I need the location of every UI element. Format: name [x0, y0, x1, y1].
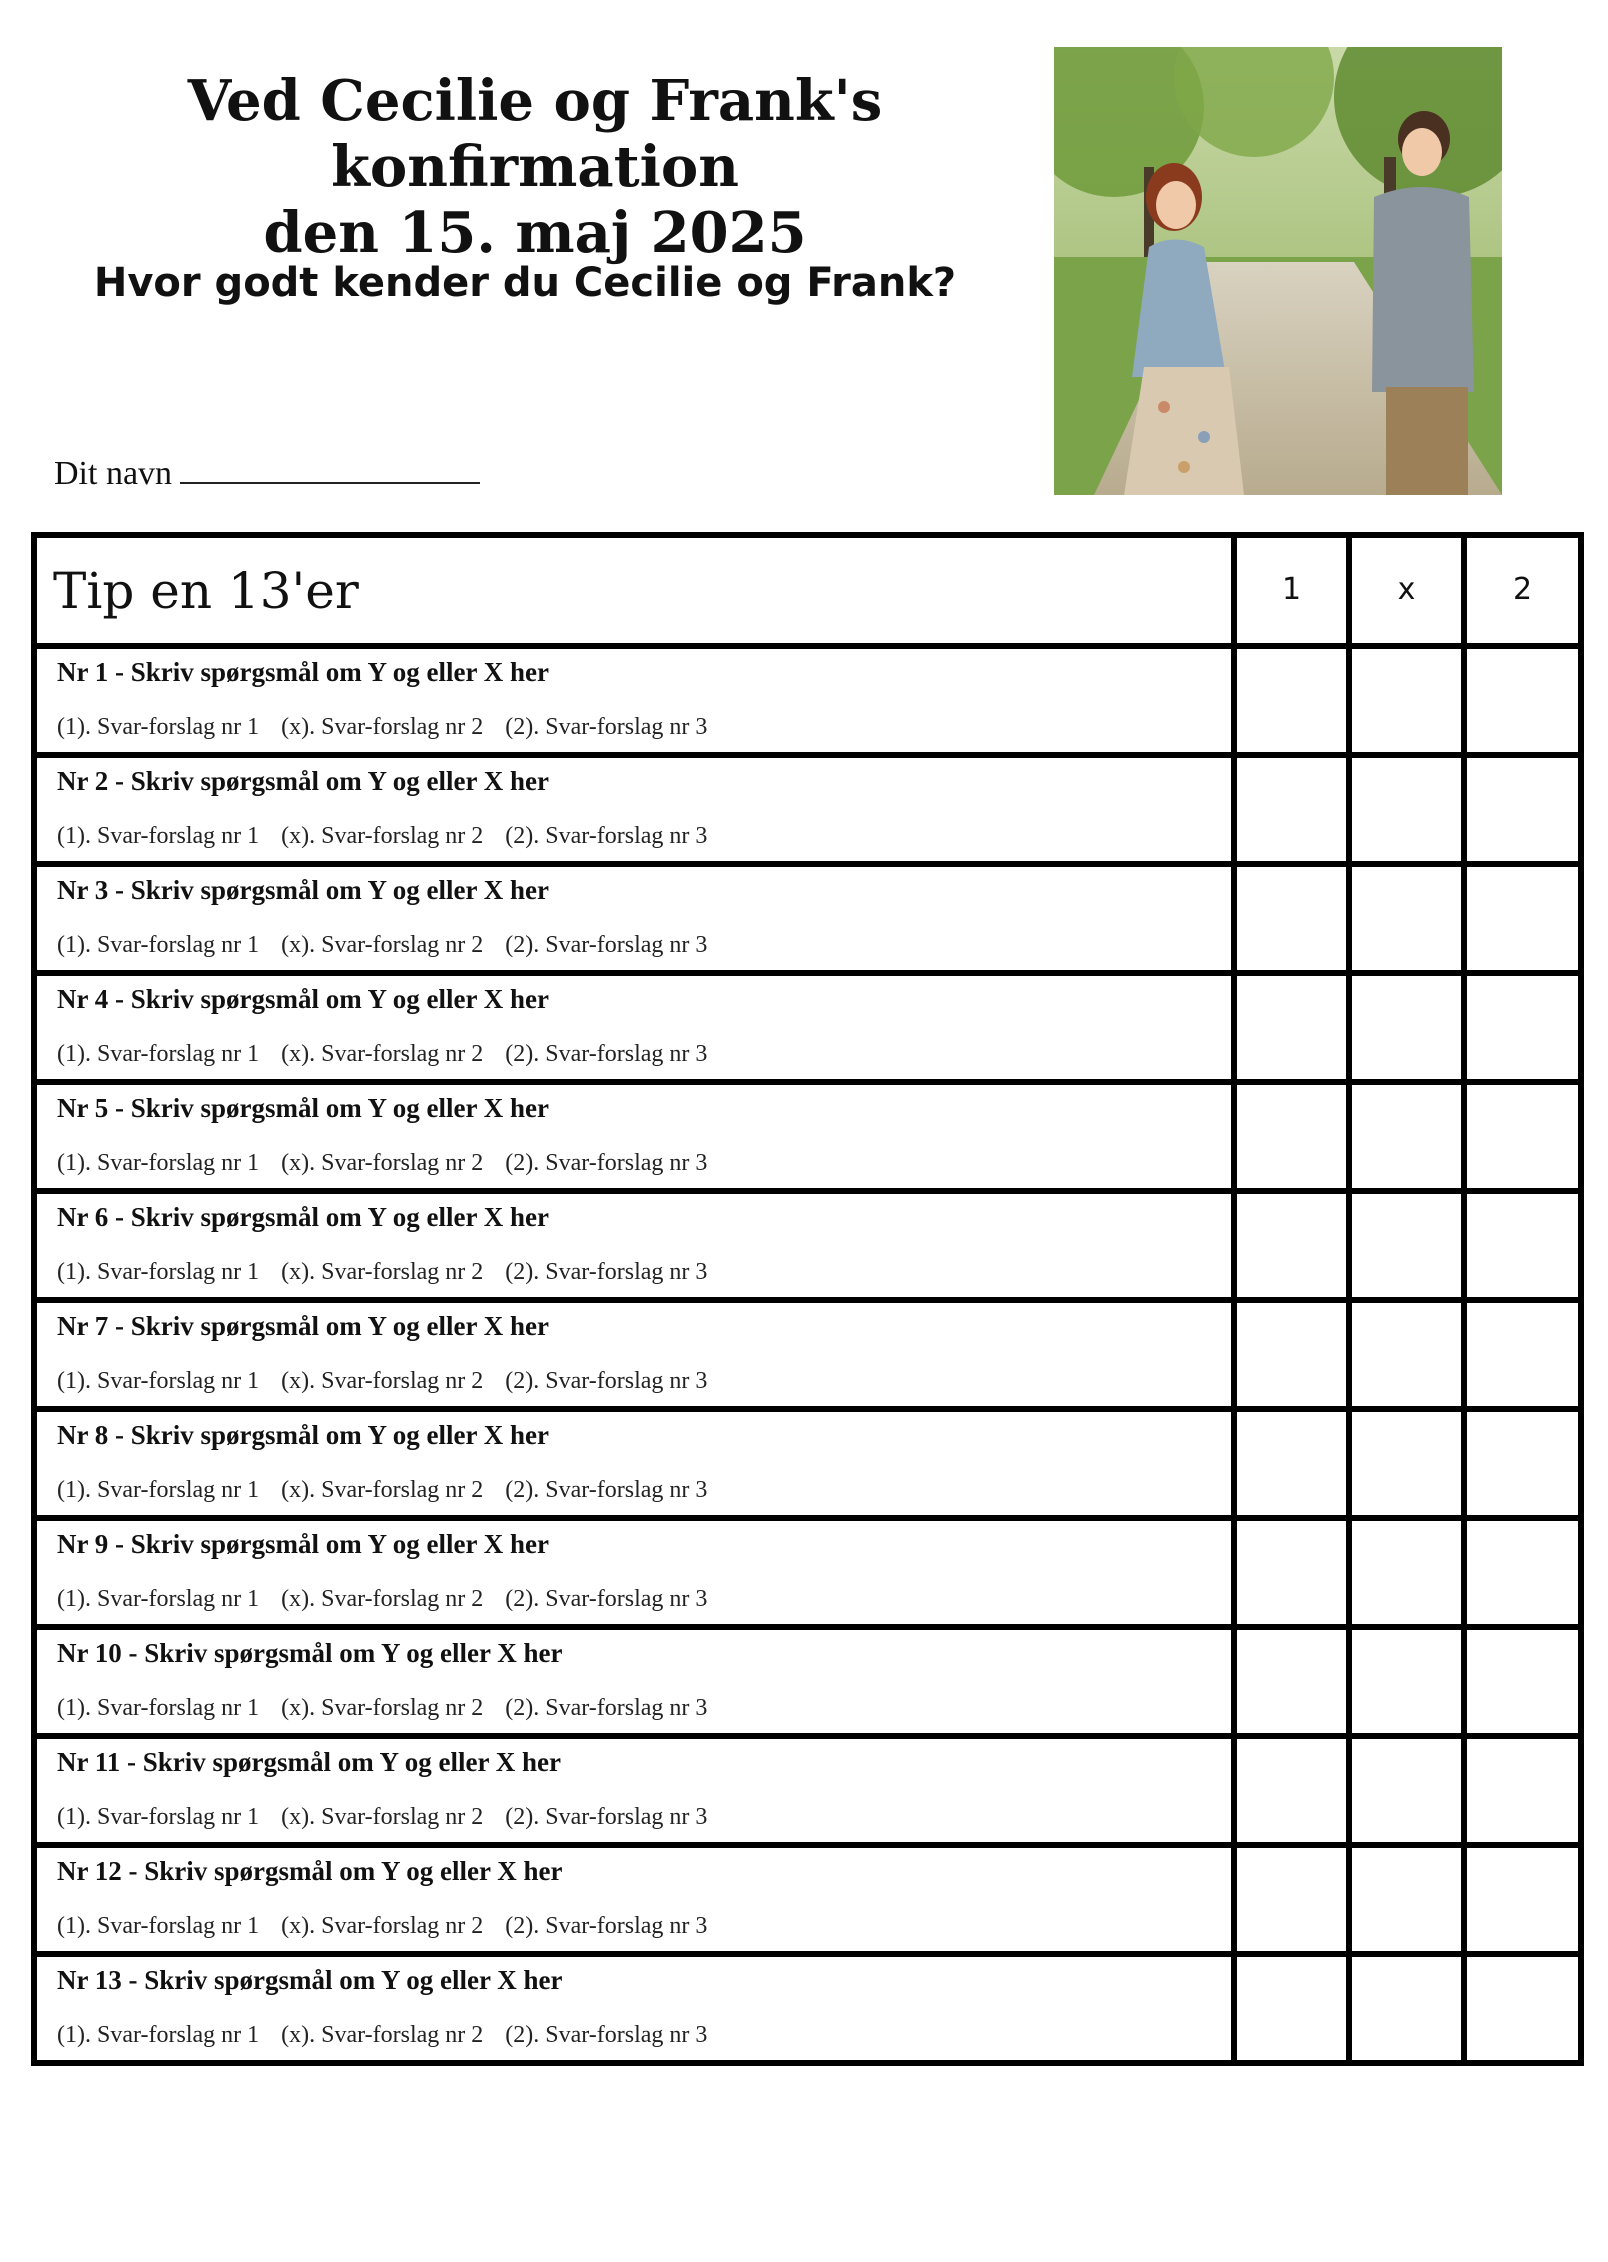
answer-box-1[interactable]: [1234, 1736, 1349, 1845]
question-cell: [34, 1518, 1234, 1627]
answer-box-1[interactable]: [1234, 1300, 1349, 1409]
answer-option-a2: (x). Svar-forslag nr 2: [281, 1150, 484, 1176]
answer-option-a2: (x). Svar-forslag nr 2: [281, 1259, 484, 1285]
answer-option-a2: (x). Svar-forslag nr 2: [281, 1368, 484, 1394]
question-cell: [34, 973, 1234, 1082]
question-text: Nr 7 - Skriv spørgsmål om Y og eller X her: [57, 1311, 549, 1341]
answer-box-x[interactable]: [1349, 864, 1464, 973]
table-row: [34, 1191, 1581, 1300]
answer-box-1[interactable]: [1234, 1082, 1349, 1191]
answer-options: [57, 1804, 1231, 1831]
name-blank-line[interactable]: [180, 452, 480, 484]
answer-box-x[interactable]: [1349, 1409, 1464, 1518]
column-header-2: 2: [1464, 535, 1581, 646]
answer-option-a3: (2). Svar-forslag nr 3: [505, 714, 708, 740]
table-header-row: [34, 535, 1581, 646]
question-cell: [34, 1954, 1234, 2063]
question-text: Nr 2 - Skriv spørgsmål om Y og eller X her: [57, 766, 549, 796]
page-subtitle: Hvor godt kender du Cecilie og Frank?: [93, 260, 957, 306]
question-text: Nr 6 - Skriv spørgsmål om Y og eller X her: [57, 1202, 549, 1232]
title-line-1: Ved Cecilie og Frank's konfirmation: [187, 68, 883, 200]
answer-box-x[interactable]: [1349, 1954, 1464, 2063]
table-row: [34, 1300, 1581, 1409]
answer-option-a3: (2). Svar-forslag nr 3: [505, 932, 708, 958]
tip-table: [31, 532, 1584, 2066]
answer-option-a1: (1). Svar-forslag nr 1: [57, 1477, 260, 1503]
table-row: [34, 1954, 1581, 2063]
answer-box-1[interactable]: [1234, 755, 1349, 864]
question-cell: [34, 1627, 1234, 1736]
question-cell: [34, 1300, 1234, 1409]
answer-option-a2: (x). Svar-forslag nr 2: [281, 1041, 484, 1067]
table-title: Tip en 13'er: [34, 535, 1234, 646]
answer-options: [57, 714, 1231, 741]
answer-option-a1: (1). Svar-forslag nr 1: [57, 1695, 260, 1721]
answer-box-x[interactable]: [1349, 1736, 1464, 1845]
answer-box-x[interactable]: [1349, 755, 1464, 864]
question-text: Nr 1 - Skriv spørgsmål om Y og eller X her: [57, 657, 549, 687]
table-row: [34, 1518, 1581, 1627]
table-row: [34, 973, 1581, 1082]
question-cell: [34, 755, 1234, 864]
answer-options: [57, 1041, 1231, 1068]
question-text: Nr 5 - Skriv spørgsmål om Y og eller X her: [57, 1093, 549, 1123]
answer-box-2[interactable]: [1464, 755, 1581, 864]
answer-box-2[interactable]: [1464, 1845, 1581, 1954]
question-text: Nr 12 - Skriv spørgsmål om Y og eller X her: [57, 1856, 563, 1886]
answer-box-x[interactable]: [1349, 646, 1464, 755]
answer-option-a1: (1). Svar-forslag nr 1: [57, 932, 260, 958]
question-cell: [34, 1736, 1234, 1845]
table-row: [34, 864, 1581, 973]
answer-box-1[interactable]: [1234, 1627, 1349, 1736]
question-text: Nr 10 - Skriv spørgsmål om Y og eller X her: [57, 1638, 563, 1668]
answer-box-1[interactable]: [1234, 1954, 1349, 2063]
answer-box-2[interactable]: [1464, 1300, 1581, 1409]
answer-option-a3: (2). Svar-forslag nr 3: [505, 1804, 708, 1830]
answer-box-x[interactable]: [1349, 973, 1464, 1082]
answer-option-a3: (2). Svar-forslag nr 3: [505, 1913, 708, 1939]
answer-options: [57, 1913, 1231, 1940]
question-cell: [34, 646, 1234, 755]
answer-option-a2: (x). Svar-forslag nr 2: [281, 2022, 484, 2048]
answer-option-a3: (2). Svar-forslag nr 3: [505, 1259, 708, 1285]
answer-box-1[interactable]: [1234, 1845, 1349, 1954]
table-row: [34, 1627, 1581, 1736]
answer-box-x[interactable]: [1349, 1845, 1464, 1954]
answer-options: [57, 823, 1231, 850]
name-label: Dit navn: [54, 455, 173, 492]
answer-box-2[interactable]: [1464, 973, 1581, 1082]
table-row: [34, 755, 1581, 864]
answer-option-a1: (1). Svar-forslag nr 1: [57, 714, 260, 740]
question-text: Nr 4 - Skriv spørgsmål om Y og eller X her: [57, 984, 549, 1014]
answer-box-2[interactable]: [1464, 1518, 1581, 1627]
answer-box-2[interactable]: [1464, 646, 1581, 755]
page-title: [40, 68, 1030, 266]
question-cell: [34, 1845, 1234, 1954]
answer-box-x[interactable]: [1349, 1518, 1464, 1627]
answer-options: [57, 1368, 1231, 1395]
answer-option-a2: (x). Svar-forslag nr 2: [281, 1913, 484, 1939]
title-line-2: den 15. maj 2025: [263, 200, 807, 266]
answer-option-a1: (1). Svar-forslag nr 1: [57, 1804, 260, 1830]
answer-option-a1: (1). Svar-forslag nr 1: [57, 1150, 260, 1176]
answer-option-a1: (1). Svar-forslag nr 1: [57, 1368, 260, 1394]
answer-option-a3: (2). Svar-forslag nr 3: [505, 1150, 708, 1176]
answer-box-1[interactable]: [1234, 1518, 1349, 1627]
name-field[interactable]: [54, 452, 480, 493]
question-cell: [34, 1082, 1234, 1191]
answer-box-x[interactable]: [1349, 1627, 1464, 1736]
answer-options: [57, 932, 1231, 959]
answer-option-a1: (1). Svar-forslag nr 1: [57, 823, 260, 849]
question-cell: [34, 1409, 1234, 1518]
question-cell: [34, 864, 1234, 973]
answer-box-2[interactable]: [1464, 1409, 1581, 1518]
question-text: Nr 13 - Skriv spørgsmål om Y og eller X her: [57, 1965, 563, 1995]
couple-photo-illustration: [1054, 47, 1502, 495]
answer-option-a1: (1). Svar-forslag nr 1: [57, 1041, 260, 1067]
answer-option-a1: (1). Svar-forslag nr 1: [57, 1586, 260, 1612]
question-text: Nr 3 - Skriv spørgsmål om Y og eller X her: [57, 875, 549, 905]
answer-box-x[interactable]: [1349, 1191, 1464, 1300]
answer-options: [57, 2022, 1231, 2049]
column-header-1: 1: [1234, 535, 1349, 646]
question-text: Nr 11 - Skriv spørgsmål om Y og eller X her: [57, 1747, 561, 1777]
table-row: [34, 1082, 1581, 1191]
answer-box-x[interactable]: [1349, 1082, 1464, 1191]
answer-option-a3: (2). Svar-forslag nr 3: [505, 1477, 708, 1503]
answer-box-2[interactable]: [1464, 1627, 1581, 1736]
answer-option-a2: (x). Svar-forslag nr 2: [281, 1477, 484, 1503]
table-row: [34, 1845, 1581, 1954]
question-cell: [34, 1191, 1234, 1300]
answer-options: [57, 1259, 1231, 1286]
answer-option-a1: (1). Svar-forslag nr 1: [57, 2022, 260, 2048]
answer-options: [57, 1586, 1231, 1613]
table-row: [34, 1409, 1581, 1518]
answer-box-1[interactable]: [1234, 973, 1349, 1082]
answer-box-1[interactable]: [1234, 1409, 1349, 1518]
answer-box-1[interactable]: [1234, 1191, 1349, 1300]
answer-box-x[interactable]: [1349, 1300, 1464, 1409]
answer-option-a3: (2). Svar-forslag nr 3: [505, 1041, 708, 1067]
answer-box-2[interactable]: [1464, 1191, 1581, 1300]
question-text: Nr 9 - Skriv spørgsmål om Y og eller X her: [57, 1529, 549, 1559]
answer-box-2[interactable]: [1464, 864, 1581, 973]
answer-options: [57, 1477, 1231, 1504]
answer-option-a3: (2). Svar-forslag nr 3: [505, 1695, 708, 1721]
answer-option-a3: (2). Svar-forslag nr 3: [505, 1586, 708, 1612]
question-text: Nr 8 - Skriv spørgsmål om Y og eller X her: [57, 1420, 549, 1450]
answer-options: [57, 1695, 1231, 1722]
answer-box-1[interactable]: [1234, 864, 1349, 973]
answer-option-a1: (1). Svar-forslag nr 1: [57, 1913, 260, 1939]
answer-box-1[interactable]: [1234, 646, 1349, 755]
answer-option-a3: (2). Svar-forslag nr 3: [505, 1368, 708, 1394]
table-row: [34, 1736, 1581, 1845]
answer-option-a2: (x). Svar-forslag nr 2: [281, 1586, 484, 1612]
column-header-x: x: [1349, 535, 1464, 646]
table-row: [34, 646, 1581, 755]
answer-option-a2: (x). Svar-forslag nr 2: [281, 1804, 484, 1830]
answer-options: [57, 1150, 1231, 1177]
answer-option-a2: (x). Svar-forslag nr 2: [281, 823, 484, 849]
answer-option-a2: (x). Svar-forslag nr 2: [281, 714, 484, 740]
answer-option-a3: (2). Svar-forslag nr 3: [505, 823, 708, 849]
answer-box-2[interactable]: [1464, 1736, 1581, 1845]
answer-box-2[interactable]: [1464, 1954, 1581, 2063]
answer-option-a1: (1). Svar-forslag nr 1: [57, 1259, 260, 1285]
answer-option-a3: (2). Svar-forslag nr 3: [505, 2022, 708, 2048]
answer-box-2[interactable]: [1464, 1082, 1581, 1191]
answer-option-a2: (x). Svar-forslag nr 2: [281, 1695, 484, 1721]
answer-option-a2: (x). Svar-forslag nr 2: [281, 932, 484, 958]
couple-photo: [1054, 47, 1502, 495]
